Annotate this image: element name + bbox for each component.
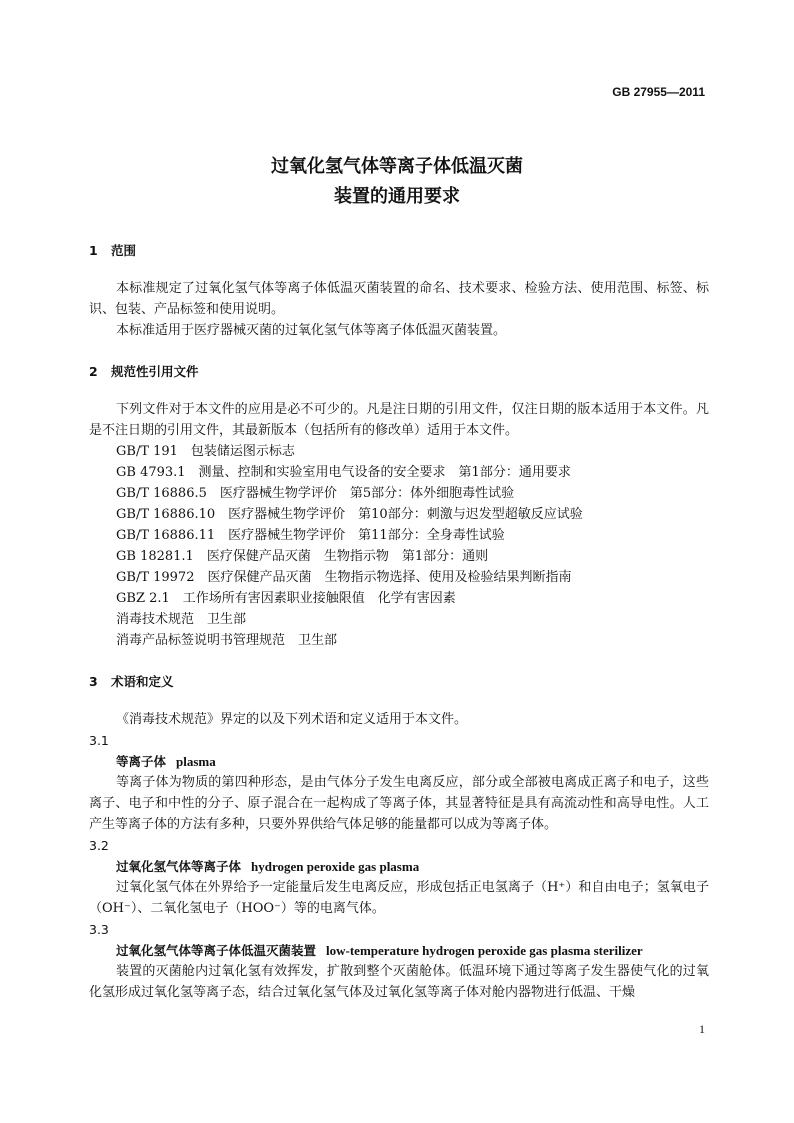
term-definition: 等离子体为物质的第四种形态，是由气体分子发生电离反应，部分或全部被电离成正离子和电子，这些离子、电子和中性的分子、原子混合在一起构成了等离子体，其显著特征是具有高流动性和高导电性。人工产生等离子体的方法有多种，只要外界供给气体足够的能量都可以成为等离子体。 bbox=[89, 775, 709, 832]
standard-number: GB 27955—2011 bbox=[612, 85, 705, 99]
term-zh: 过氧化氢气体等离子体 bbox=[116, 859, 242, 874]
section-number: 1 bbox=[89, 243, 98, 258]
page-number: 1 bbox=[699, 1022, 705, 1036]
reference-item: GB/T 16886.10 医疗器械生物学评价 第10部分：刺激与迟发型超敏反应试验 bbox=[116, 507, 583, 522]
term-zh: 过氧化氢气体等离子体低温灭菌装置 bbox=[116, 943, 317, 958]
paragraph: 本标准适用于医疗器械灭菌的过氧化氢气体等离子体低温灭菌装置。 bbox=[116, 323, 507, 338]
document-title bbox=[0, 152, 794, 212]
term-number: 3.1 bbox=[89, 733, 109, 748]
paragraph: 《消毒技术规范》界定的以及下列术语和定义适用于本文件。 bbox=[116, 712, 468, 727]
term-en: plasma bbox=[176, 754, 216, 769]
section-title: 术语和定义 bbox=[111, 674, 174, 689]
term-heading bbox=[89, 940, 709, 961]
reference-item: GB/T 16886.11 医疗器械生物学评价 第11部分：全身毒性试验 bbox=[116, 528, 505, 543]
reference-item: GB/T 19972 医疗保健产品灭菌 生物指示物选择、使用及检验结果判断指南 bbox=[116, 570, 572, 585]
reference-item: 消毒产品标签说明书管理规范 卫生部 bbox=[116, 633, 338, 648]
title-line-1: 过氧化氢气体等离子体低温灭菌 bbox=[271, 156, 523, 177]
reference-item: GB 18281.1 医疗保健产品灭菌 生物指示物 第1部分：通则 bbox=[116, 549, 489, 564]
term-zh: 等离子体 bbox=[116, 754, 167, 769]
section-3-heading bbox=[89, 671, 709, 692]
document-body bbox=[89, 240, 709, 1003]
term-heading bbox=[89, 751, 709, 772]
section-number: 3 bbox=[89, 674, 98, 689]
term-heading bbox=[89, 856, 709, 877]
term-definition: 装置的灭菌舱内过氧化氢有效挥发，扩散到整个灭菌舱体。低温环境下通过等离子发生器使气化的过氧化氢形成过氧化氢等离子态，结合过氧化氢气体及过氧化氢等离子体对舱内器物进行低温、干燥 bbox=[89, 964, 709, 1000]
reference-item: 消毒技术规范 卫生部 bbox=[116, 612, 247, 627]
section-number: 2 bbox=[89, 364, 98, 379]
paragraph: 本标准规定了过氧化氢气体等离子体低温灭菌装置的命名、技术要求、检验方法、使用范围、标签、标识、包装、产品标签和使用说明。 bbox=[89, 281, 709, 317]
term-number: 3.2 bbox=[89, 838, 109, 853]
term-en: hydrogen peroxide gas plasma bbox=[251, 859, 420, 874]
term-number: 3.3 bbox=[89, 922, 109, 937]
term-en: low-temperature hydrogen peroxide gas plasma sterilizer bbox=[326, 943, 643, 958]
section-1-heading bbox=[89, 240, 709, 261]
term-definition: 过氧化氢气体在外界给予一定能量后发生电离反应，形成包括正电氢离子（H⁺）和自由电子；氢氧电子（OH⁻）、二氧化氢电子（HOO⁻）等的电离气体。 bbox=[89, 880, 709, 916]
section-title: 范围 bbox=[111, 243, 137, 258]
reference-item: GB 4793.1 测量、控制和实验室用电气设备的安全要求 第1部分：通用要求 bbox=[116, 465, 571, 480]
section-title: 规范性引用文件 bbox=[111, 364, 199, 379]
reference-item: GB/T 16886.5 医疗器械生物学评价 第5部分：体外细胞毒性试验 bbox=[116, 486, 515, 501]
reference-item: GB/T 191 包装储运图示标志 bbox=[116, 444, 295, 459]
paragraph: 下列文件对于本文件的应用是必不可少的。凡是注日期的引用文件，仅注日期的版本适用于本文件。凡是不注日期的引用文件，其最新版本（包括所有的修改单）适用于本文件。 bbox=[89, 402, 709, 438]
title-line-2: 装置的通用要求 bbox=[334, 186, 460, 207]
reference-item: GBZ 2.1 工作场所有害因素职业接触限值 化学有害因素 bbox=[116, 591, 456, 606]
section-2-heading bbox=[89, 361, 709, 382]
